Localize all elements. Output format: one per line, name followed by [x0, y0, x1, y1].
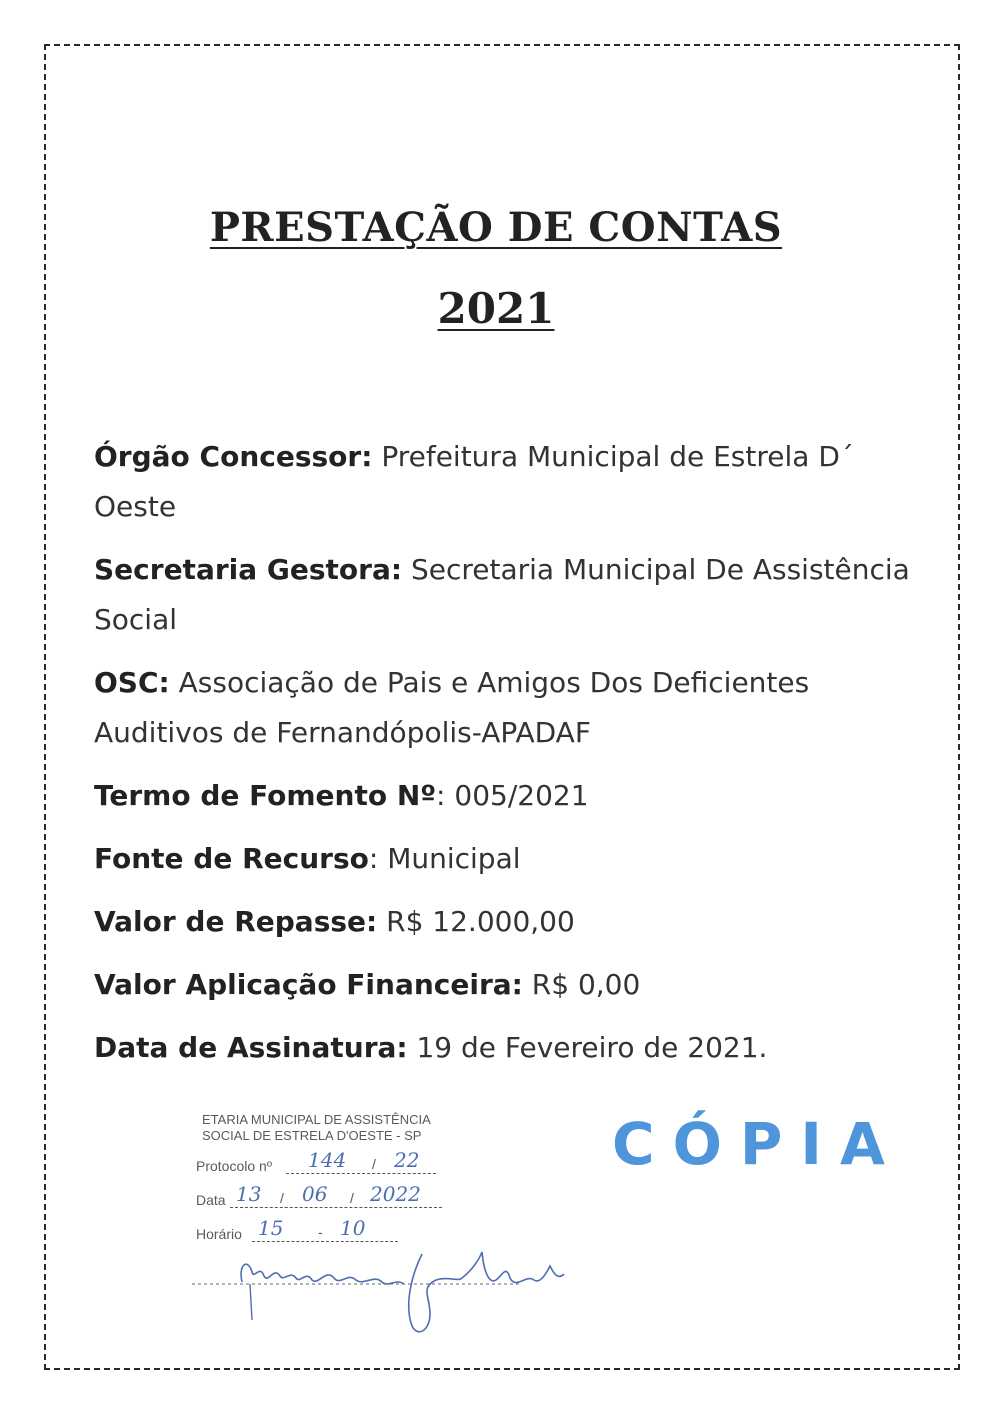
field-termo-de-fomento — [94, 771, 924, 821]
stamp-horario-minute: 10 — [340, 1216, 366, 1240]
copy-stamp: CÓPIA — [612, 1110, 903, 1178]
stamp-horario-label: Horário — [196, 1226, 242, 1242]
stamp-horario-hour: 15 — [258, 1216, 284, 1240]
stamp-data-row: Data 13 / 06 / 2022 — [190, 1182, 490, 1212]
stamp-protocolo-year: 22 — [394, 1148, 420, 1172]
field-orgao-concessor — [94, 432, 924, 532]
info-fields — [94, 432, 924, 1086]
field-valor-de-repasse — [94, 897, 924, 947]
document-year — [0, 284, 992, 333]
stamp-header-line2: SOCIAL DE ESTRELA D'OESTE - SP — [202, 1128, 422, 1143]
field-label: Órgão Concessor: — [94, 440, 373, 473]
document-title — [0, 204, 992, 251]
stamp-protocolo-row: Protocolo nº 144 / 22 — [190, 1148, 490, 1178]
field-fonte-de-recurso — [94, 834, 924, 884]
stamp-data-year: 2022 — [370, 1182, 421, 1206]
field-osc — [94, 658, 924, 758]
field-secretaria-gestora — [94, 545, 924, 645]
field-label: Valor Aplicação Financeira: — [94, 968, 523, 1001]
field-data-de-assinatura — [94, 1023, 924, 1073]
field-value: 19 de Fevereiro de 2021. — [407, 1031, 768, 1064]
stamp-horario-row: Horário 15 - 10 — [190, 1216, 490, 1246]
field-value: : 005/2021 — [436, 779, 589, 812]
stamp-protocolo-label: Protocolo nº — [196, 1158, 272, 1174]
field-label: Secretaria Gestora: — [94, 553, 403, 586]
field-valor-aplicacao-financeira — [94, 960, 924, 1010]
field-value: : Municipal — [368, 842, 521, 875]
stamp-data-label: Data — [196, 1192, 226, 1208]
field-label: Fonte de Recurso — [94, 842, 369, 875]
field-value: R$ 0,00 — [522, 968, 641, 1001]
field-label: Data de Assinatura: — [94, 1031, 408, 1064]
field-value: Secretaria Municipal De Assistência Social — [94, 553, 910, 636]
document-title-text: PRESTAÇÃO DE CONTAS — [209, 204, 783, 251]
handwritten-signature — [190, 1234, 570, 1324]
stamp-header-line1: ETARIA MUNICIPAL DE ASSISTÊNCIA — [202, 1112, 431, 1127]
field-label: OSC: — [94, 666, 170, 699]
field-value: Prefeitura Municipal de Estrela D´ Oeste — [94, 440, 854, 523]
document-year-text: 2021 — [437, 284, 555, 333]
field-label: Termo de Fomento Nº — [94, 779, 437, 812]
protocol-stamp — [190, 1112, 490, 1246]
field-value: R$ 12.000,00 — [377, 905, 575, 938]
field-value: Associação de Pais e Amigos Dos Deficientes Auditivos de Fernandópolis-APADAF — [94, 666, 810, 749]
stamp-protocolo-number: 144 — [308, 1148, 347, 1172]
field-label: Valor de Repasse: — [94, 905, 378, 938]
stamp-data-month: 06 — [302, 1182, 328, 1206]
stamp-data-day: 13 — [236, 1182, 262, 1206]
